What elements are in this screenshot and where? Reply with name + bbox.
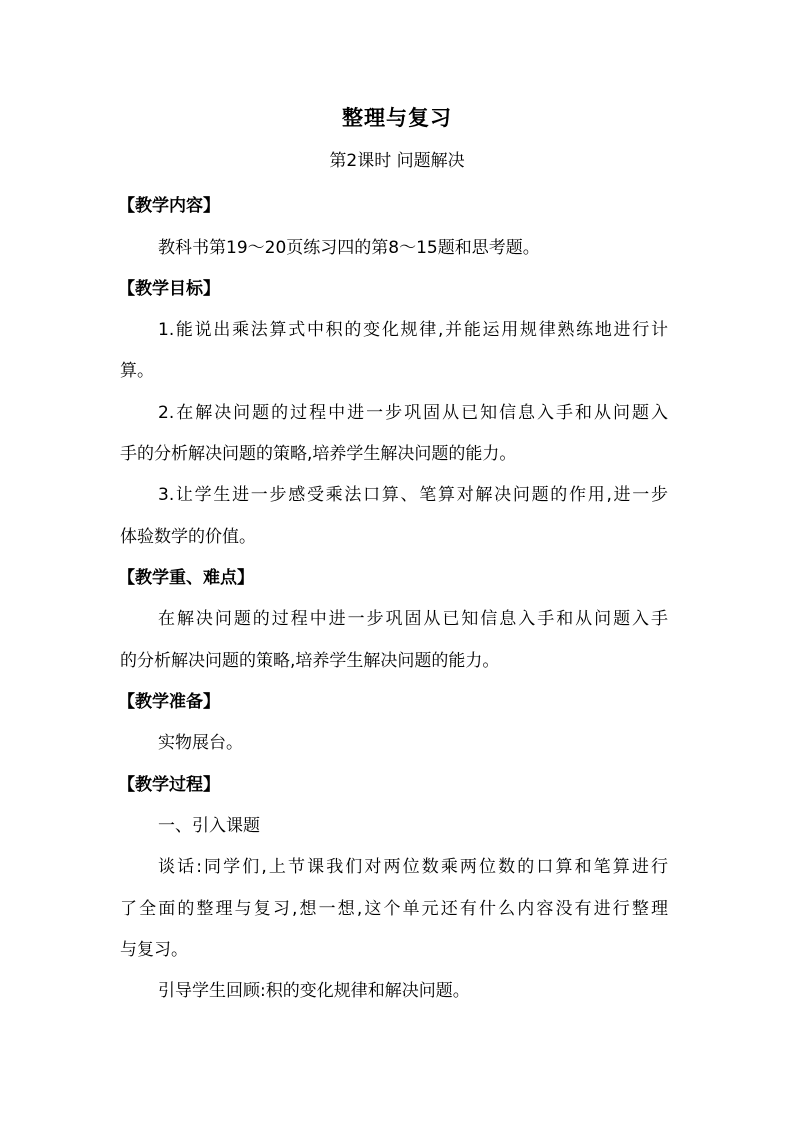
preparation-text: 实物展台。 [158, 733, 243, 753]
goal-2-line-1: 2.在解决问题的过程中进一步巩固从已知信息入手和从问题入 [158, 403, 668, 423]
page-subtitle: 第2课时 问题解决 [329, 151, 465, 171]
section-heading-content: 【教学内容】 [118, 196, 220, 216]
section-heading-goals: 【教学目标】 [118, 279, 220, 299]
goal-3-line-1: 3.让学生进一步感受乘法口算、笔算对解决问题的作用,进一步 [158, 485, 668, 505]
talk-line-1: 谈话:同学们,上节课我们对两位数乘两位数的口算和笔算进行 [158, 857, 668, 877]
key-points-line-2: 的分析解决问题的策略,培养学生解决问题的能力。 [120, 651, 500, 671]
section-heading-process: 【教学过程】 [118, 775, 220, 795]
step-1-title: 一、引入课题 [158, 816, 260, 836]
page-title: 整理与复习 [342, 106, 452, 130]
goal-1-line-1: 1.能说出乘法算式中积的变化规律,并能运用规律熟练地进行计 [158, 320, 668, 340]
talk-line-3: 与复习。 [120, 940, 188, 960]
section-heading-key-points: 【教学重、难点】 [118, 568, 254, 588]
talk-line-2: 了全面的整理与复习,想一想,这个单元还有什么内容没有进行整理 [120, 899, 668, 919]
goal-2-line-2: 手的分析解决问题的策略,培养学生解决问题的能力。 [120, 444, 517, 464]
guide-text: 引导学生回顾:积的变化规律和解决问题。 [158, 981, 470, 1001]
content-text: 教科书第19～20页练习四的第8～15题和思考题。 [158, 238, 540, 258]
goal-1-line-2: 算。 [120, 361, 154, 381]
section-heading-preparation: 【教学准备】 [118, 692, 220, 712]
goal-3-line-2: 体验数学的价值。 [120, 527, 256, 547]
key-points-line-1: 在解决问题的过程中进一步巩固从已知信息入手和从问题入手 [158, 609, 668, 629]
